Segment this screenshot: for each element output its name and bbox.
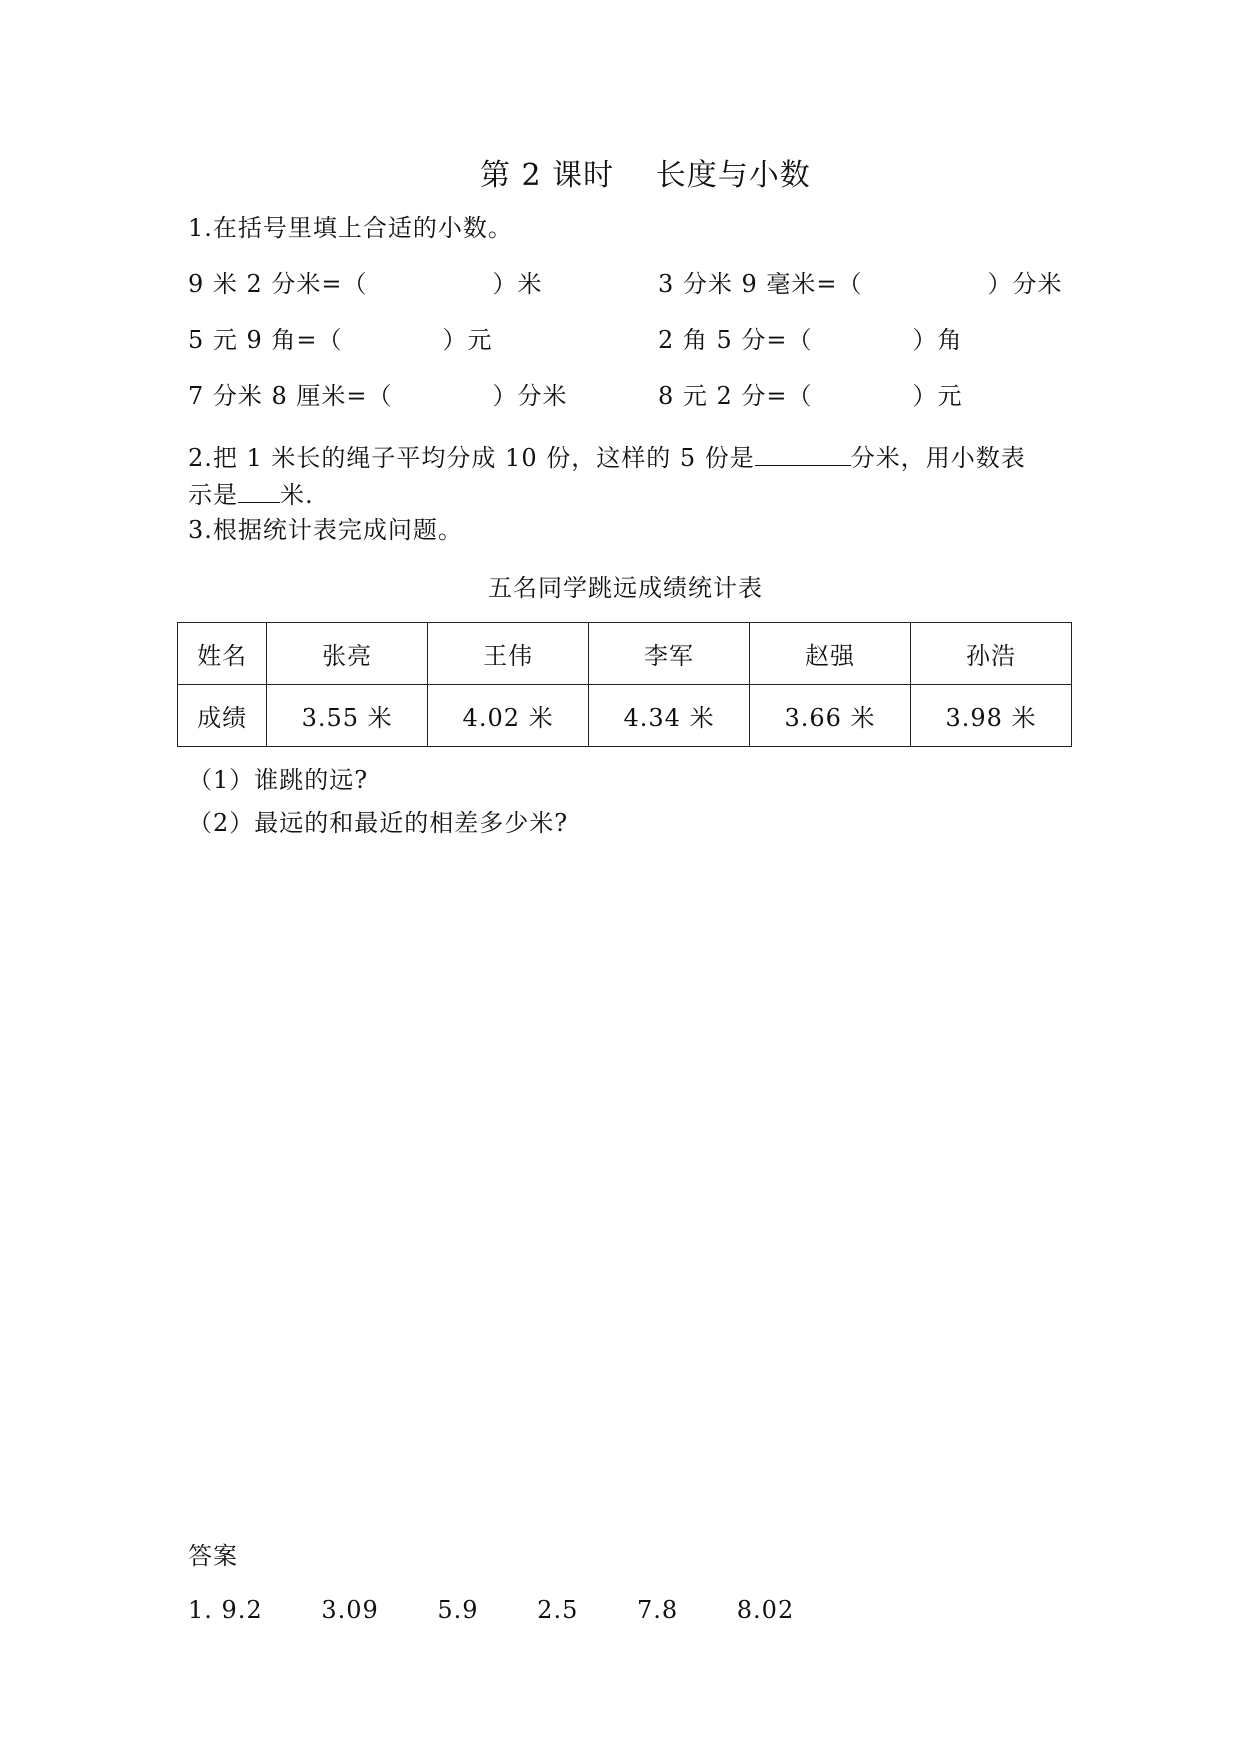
table-row-scores	[178, 685, 1072, 747]
table-cell: 李军	[589, 623, 750, 685]
table-title: 五名同学跳远成绩统计表	[488, 574, 763, 602]
q2-blank-2[interactable]	[238, 478, 280, 503]
q2-text-4: 米.	[280, 481, 314, 509]
q1-item-6: 8 元 2 分=（ ）元	[658, 382, 963, 410]
answer-line-1: 1. 9.2 3.09 5.9 2.5 7.8 8.02	[188, 1596, 795, 1624]
table-cell: 赵强	[750, 623, 911, 685]
table-cell: 姓名	[178, 623, 267, 685]
score-table	[177, 622, 1072, 747]
q1-item-5: 7 分米 8 厘米=（ ）分米	[188, 382, 568, 410]
question-1-prompt: 1.在括号里填上合适的小数。	[188, 214, 513, 242]
table-cell: 3.98 米	[910, 685, 1071, 747]
q1-item-4: 2 角 5 分=（ ）角	[658, 326, 963, 354]
q2-text-2: 分米，用小数表	[850, 444, 1026, 472]
q1-item-1: 9 米 2 分米=（ ）米	[188, 270, 543, 298]
q1-item-3: 5 元 9 角=（ ）元	[188, 326, 493, 354]
table-cell: 3.66 米	[750, 685, 911, 747]
q2-blank-1[interactable]	[755, 441, 851, 466]
question-3-prompt: 3.根据统计表完成问题。	[188, 516, 463, 544]
q2-text-1: 2.把 1 米长的绳子平均分成 10 份，这样的 5 份是	[188, 444, 755, 472]
q2-text-3: 示是	[188, 481, 238, 509]
table-cell: 4.02 米	[428, 685, 589, 747]
table-cell: 3.55 米	[267, 685, 428, 747]
table-row-header	[178, 623, 1072, 685]
table-cell: 成绩	[178, 685, 267, 747]
answer-heading: 答案	[188, 1542, 238, 1570]
page-title: 第 2 课时 长度与小数	[480, 158, 811, 193]
table-cell: 张亮	[267, 623, 428, 685]
question-3-sub-1: （1）谁跳的远?	[188, 766, 369, 794]
table-cell: 王伟	[428, 623, 589, 685]
q1-item-2: 3 分米 9 毫米=（ ）分米	[658, 270, 1063, 298]
question-2-line-2	[188, 475, 314, 510]
question-2-line-1	[188, 438, 1026, 473]
table-cell: 孙浩	[910, 623, 1071, 685]
question-3-sub-2: （2）最远的和最近的相差多少米?	[188, 809, 569, 837]
table-cell: 4.34 米	[589, 685, 750, 747]
